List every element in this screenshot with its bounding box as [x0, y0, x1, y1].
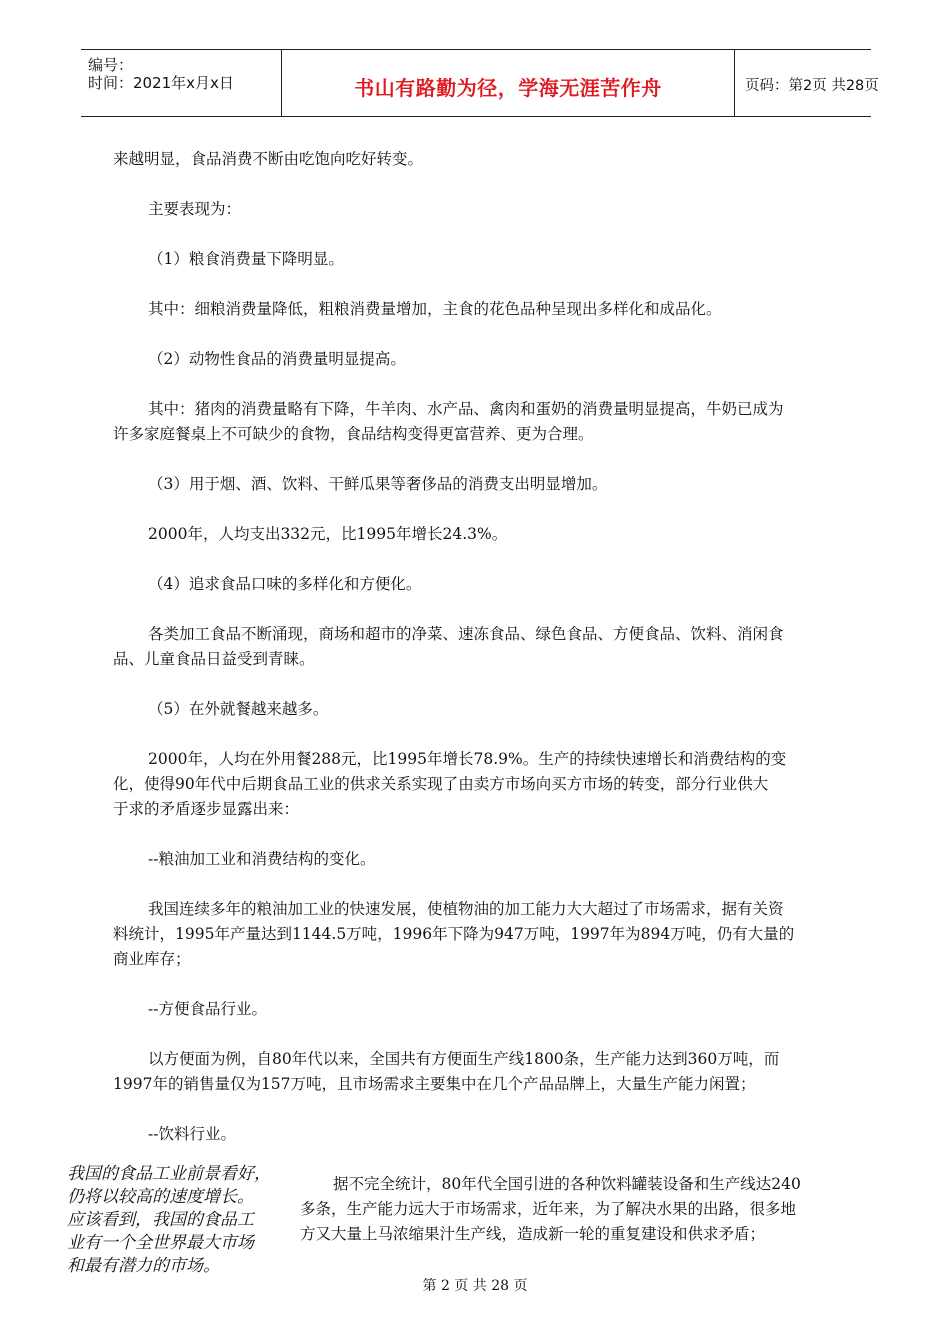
body-line: （2）动物性食品的消费量明显提高。 — [148, 350, 406, 368]
sidebar-quote-line: 仍将以较高的速度增长。 — [67, 1187, 254, 1207]
body-line: （5）在外就餐越来越多。 — [148, 700, 329, 718]
body-line: 方又大量上马浓缩果汁生产线，造成新一轮的重复建设和供求矛盾； — [300, 1225, 766, 1243]
body-line: 我国连续多年的粮油加工业的快速发展，使植物油的加工能力大大超过了市场需求，据有关资 — [148, 900, 784, 918]
header-page-cell — [735, 50, 879, 116]
body-line: 化，使得90年代中后期食品工业的供求关系实现了由卖方市场向买方市场的转变，部分行业供大 — [113, 775, 769, 793]
body-line: 来越明显，食品消费不断由吃饱向吃好转变。 — [113, 150, 424, 168]
header-motto: 书山有路勤为径，学海无涯苦作舟 — [354, 76, 662, 100]
body-line: 于求的矛盾逐步显露出来： — [113, 800, 300, 818]
sidebar-quote-line: 业有一个全世界最大市场 — [67, 1233, 254, 1253]
body-line: 其中：猪肉的消费量略有下降，牛羊肉、水产品、禽肉和蛋奶的消费量明显提高，牛奶已成为 — [148, 400, 784, 418]
body-line: 料统计，1995年产量达到1144.5万吨，1996年下降为947万吨，1997年为894万吨，仍有大量的 — [113, 925, 795, 943]
body-line: 2000年，人均支出332元，比1995年增长24.3%。 — [148, 525, 508, 543]
header-page-info: 页码：第2页 共28页 — [745, 78, 879, 94]
document-time-label: 时间：2021年x月x日 — [88, 74, 234, 92]
document-number-label: 编号： — [88, 56, 134, 74]
sidebar-quote-line: 我国的食品工业前景看好， — [67, 1164, 271, 1184]
body-line: 2000年，人均在外用餐288元，比1995年增长78.9%。生产的持续快速增长和消费结构的变 — [148, 750, 787, 768]
body-line: 品、儿童食品日益受到青睐。 — [113, 650, 315, 668]
body-line: 1997年的销售量仅为157万吨，且市场需求主要集中在几个产品品牌上，大量生产能力闲置； — [113, 1075, 756, 1093]
body-line: （1）粮食消费量下降明显。 — [148, 250, 344, 268]
body-line: 各类加工食品不断涌现，商场和超市的净菜、速冻食品、绿色食品、方便食品、饮料、消闲食 — [148, 625, 784, 643]
body-line: 商业库存； — [113, 950, 191, 968]
body-line: 以方便面为例，自80年代以来，全国共有方便面生产线1800条，生产能力达到360万吨，而 — [148, 1050, 780, 1068]
body-line: 据不完全统计，80年代全国引进的各种饮料罐装设备和生产线达240 — [333, 1175, 801, 1193]
body-line: 多条，生产能力远大于市场需求，近年来，为了解决水果的出路，很多地 — [300, 1200, 797, 1218]
header-motto-cell — [281, 50, 735, 116]
page-header — [81, 49, 879, 117]
body-line: --饮料行业。 — [148, 1125, 236, 1143]
body-line: 主要表现为： — [148, 200, 242, 218]
sidebar-quote-line: 应该看到，我国的食品工 — [67, 1210, 254, 1230]
body-line: （4）追求食品口味的多样化和方便化。 — [148, 575, 422, 593]
body-line: 其中：细粮消费量降低，粗粮消费量增加，主食的花色品种呈现出多样化和成品化。 — [148, 300, 722, 318]
body-line: --粮油加工业和消费结构的变化。 — [148, 850, 376, 868]
body-line: 许多家庭餐桌上不可缺少的食物，食品结构变得更富营养、更为合理。 — [113, 425, 594, 443]
header-meta-cell — [81, 50, 281, 116]
body-line: （3）用于烟、酒、饮料、干鲜瓜果等奢侈品的消费支出明显增加。 — [148, 475, 608, 493]
body-line: --方便食品行业。 — [148, 1000, 267, 1018]
sidebar-quote-line: 和最有潜力的市场。 — [67, 1256, 220, 1276]
page-footer: 第 2 页 共 28 页 — [422, 1278, 528, 1294]
